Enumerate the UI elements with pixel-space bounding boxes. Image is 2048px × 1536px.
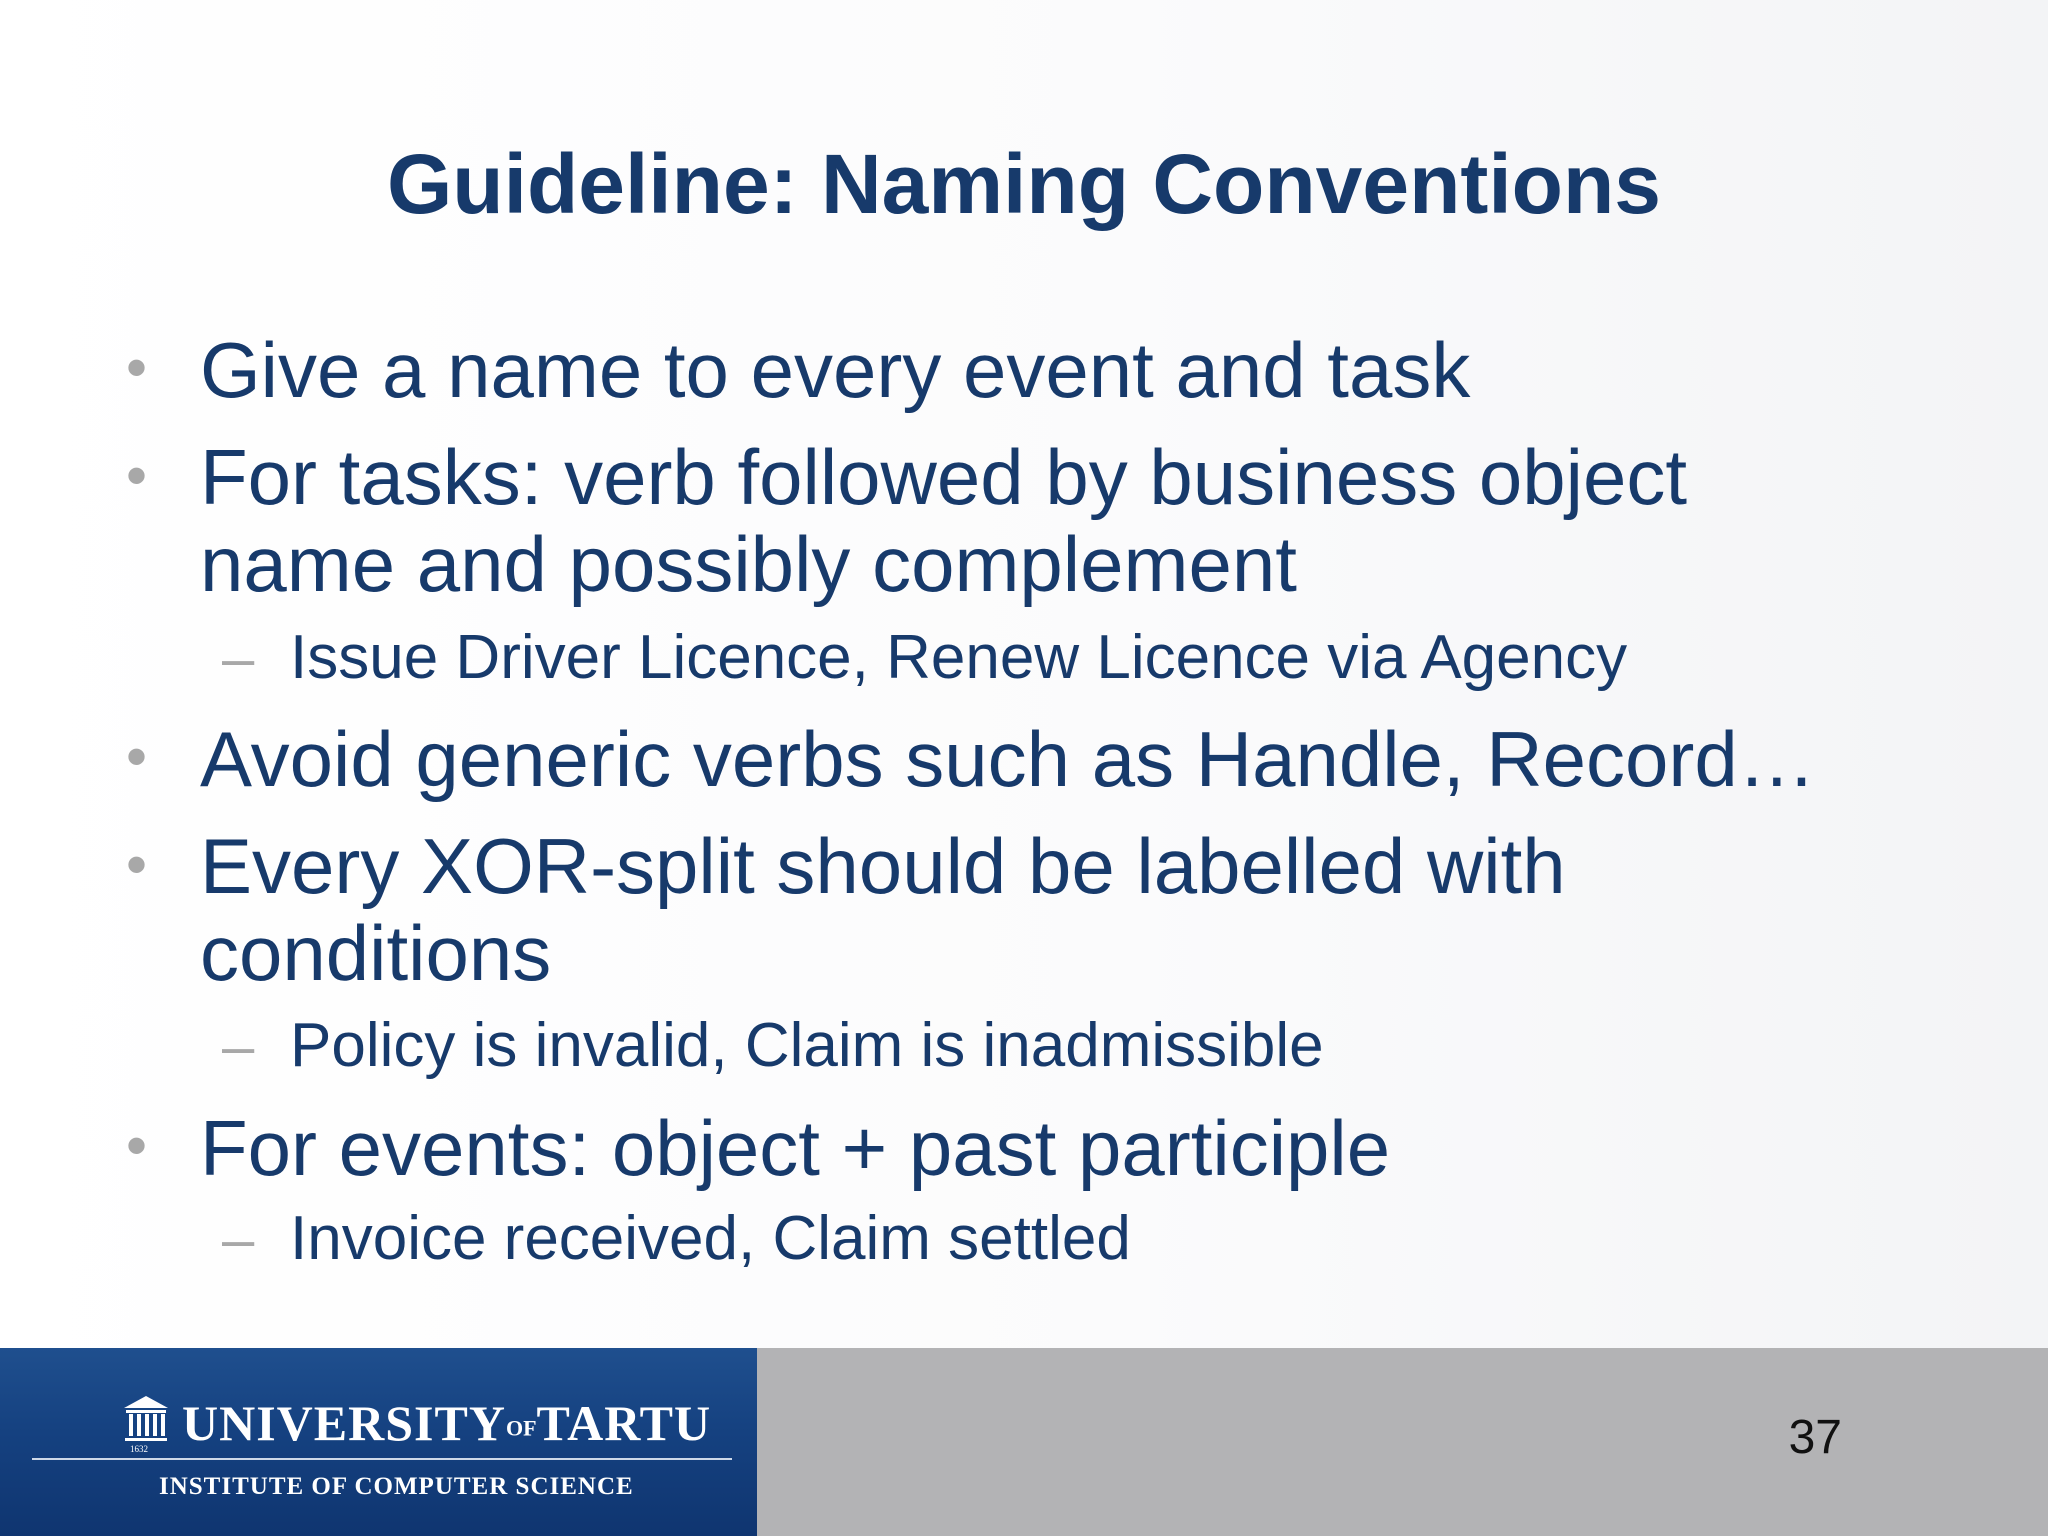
bullet-marker: • [126,723,148,790]
sub-bullet-text: Issue Driver Licence, Renew Licence via Agency [290,623,1628,692]
sub-bullet-text: Policy is invalid, Claim is inadmissible [290,1011,1324,1080]
university-logo [32,1392,732,1512]
bullet-text: Avoid generic verbs such as Handle, Record… [200,715,1816,803]
footer-bar [757,1348,2048,1536]
sub-bullet-text: Invoice received, Claim settled [290,1204,1131,1273]
bullet-marker: • [126,442,148,509]
logo-subtitle: INSTITUTE OF COMPUTER SCIENCE [159,1473,634,1500]
bullet-marker: • [126,831,148,898]
bullet-text: Every XOR-split should be labelled with [200,822,1566,910]
bullet-text: conditions [200,909,552,997]
logo-word-tartu: TARTU [536,1395,712,1451]
bullet-text: For events: object + past participle [200,1104,1391,1192]
logo-divider [32,1458,732,1460]
page-number: 37 [1788,1411,1842,1464]
sub-bullet-marker: – [222,1014,255,1079]
logo-wordmark [182,1395,712,1451]
sub-bullet-marker: – [222,1207,255,1272]
slide-title: Guideline: Naming Conventions [386,137,1662,231]
bullet-text: name and possibly complement [200,520,1297,608]
logo-year: 1632 [130,1444,148,1454]
bullet-text: For tasks: verb followed by business object [200,433,1688,521]
bullet-marker: • [126,1112,148,1179]
logo-word-university: UNIVERSITY [182,1395,506,1451]
bullet-marker: • [126,334,148,401]
logo-word-of: OF [505,1415,537,1441]
bullet-text: Give a name to every event and task [200,326,1471,414]
sub-bullet-marker: – [222,626,255,691]
